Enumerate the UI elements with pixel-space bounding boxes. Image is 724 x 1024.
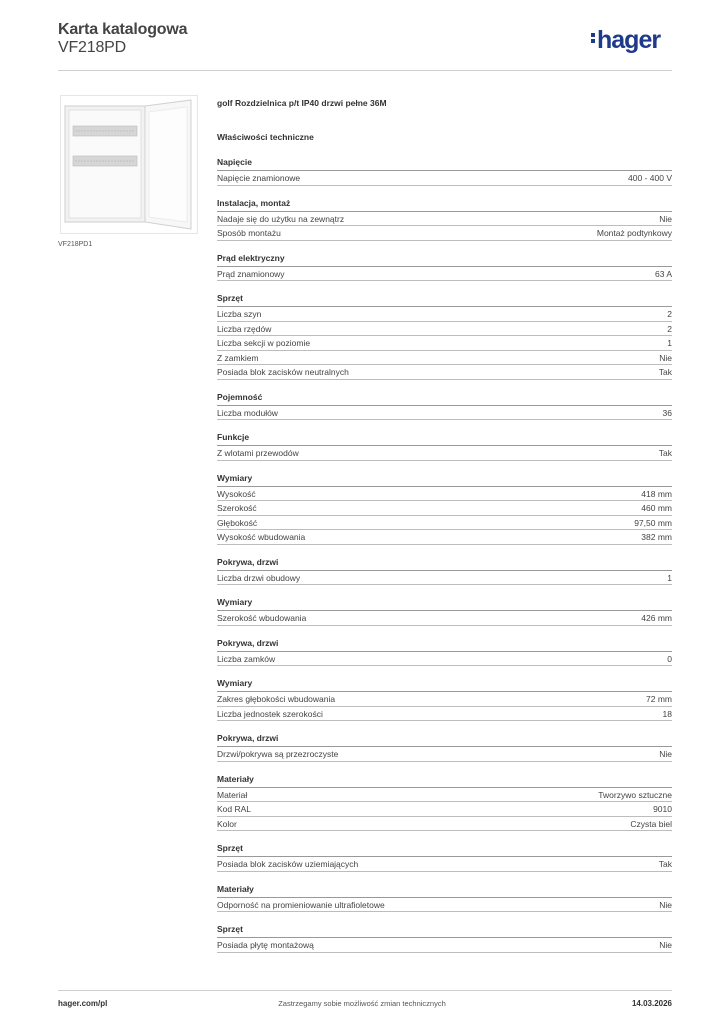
spec-group <box>217 431 672 461</box>
hager-logo[interactable] <box>591 28 660 53</box>
spec-row <box>217 571 672 586</box>
spec-group <box>217 842 672 872</box>
enclosure-photo-icon <box>61 96 197 233</box>
spec-value: Nie <box>659 749 672 759</box>
spec-row <box>217 365 672 380</box>
footer-date: 14.03.2026 <box>631 999 672 1008</box>
spec-label: Nadaje się do użytku na zewnątrz <box>217 213 345 224</box>
spec-row <box>217 226 672 241</box>
page-title: Karta katalogowa <box>58 21 188 38</box>
spec-value: 1 <box>667 572 672 583</box>
spec-label: Wysokość wbudowania <box>217 532 306 542</box>
spec-label: Z wlotami przewodów <box>217 448 299 458</box>
spec-label: Zakres głębokości wbudowania <box>217 694 336 704</box>
header-divider <box>58 70 672 71</box>
spec-row <box>217 611 672 626</box>
spec-group-title: Prąd elektryczny <box>217 252 672 267</box>
spec-group <box>217 556 672 586</box>
spec-value: Tak <box>658 859 672 869</box>
spec-row <box>217 307 672 322</box>
spec-label: Głębokość <box>217 517 258 528</box>
spec-label: Liczba sekcji w poziomie <box>217 338 311 348</box>
spec-group-title: Instalacja, montaż <box>217 197 672 212</box>
spec-group-title: Sprzęt <box>217 292 672 307</box>
spec-value: Tworzywo sztuczne <box>598 789 672 800</box>
spec-group <box>217 596 672 626</box>
spec-value: 418 mm <box>641 488 672 499</box>
spec-row <box>217 788 672 803</box>
spec-label: Szerokość <box>217 503 257 513</box>
spec-value: Tak <box>658 448 672 458</box>
spec-label: Z zamkiem <box>217 352 259 363</box>
spec-group-title: Pokrywa, drzwi <box>217 556 672 571</box>
spec-value: Nie <box>659 940 672 950</box>
spec-value: Nie <box>659 899 672 910</box>
spec-group-title: Wymiary <box>217 596 672 611</box>
spec-value: 460 mm <box>641 503 672 513</box>
spec-row <box>217 692 672 707</box>
spec-value: Nie <box>659 352 672 363</box>
spec-content <box>217 96 672 964</box>
spec-row <box>217 406 672 421</box>
spec-row <box>217 898 672 913</box>
footer-website-link[interactable]: hager.com/pl <box>58 999 108 1008</box>
spec-label: Liczba drzwi obudowy <box>217 572 301 583</box>
product-photo <box>60 95 198 234</box>
spec-group <box>217 923 672 953</box>
spec-value: 0 <box>667 653 672 664</box>
spec-row <box>217 212 672 227</box>
section-title: Właściwości techniczne <box>217 132 314 142</box>
spec-label: Posiada blok zacisków neutralnych <box>217 367 349 377</box>
spec-row <box>217 938 672 953</box>
spec-value: 2 <box>667 309 672 319</box>
spec-label: Kolor <box>217 818 237 829</box>
spec-group <box>217 883 672 913</box>
spec-label: Posiada blok zacisków uziemiających <box>217 859 359 869</box>
spec-row <box>217 322 672 337</box>
spec-label: Liczba rzędów <box>217 323 272 334</box>
spec-row <box>217 171 672 186</box>
spec-row <box>217 707 672 722</box>
spec-row <box>217 857 672 872</box>
spec-row <box>217 530 672 545</box>
spec-label: Liczba jednostek szerokości <box>217 708 323 719</box>
footer-notice: Zastrzegamy sobie możliwość zmian technicznych <box>278 999 446 1008</box>
spec-group-title: Materiały <box>217 773 672 788</box>
spec-group <box>217 391 672 421</box>
spec-label: Materiał <box>217 789 248 800</box>
spec-row <box>217 747 672 762</box>
spec-group <box>217 252 672 282</box>
product-code: VF218PD <box>58 39 126 56</box>
spec-value: 426 mm <box>641 613 672 623</box>
spec-row <box>217 516 672 531</box>
spec-group <box>217 732 672 762</box>
spec-row <box>217 652 672 667</box>
spec-group-title: Pokrywa, drzwi <box>217 637 672 652</box>
spec-value: 9010 <box>653 804 672 814</box>
spec-group <box>217 292 672 380</box>
spec-group <box>217 773 672 832</box>
spec-row <box>217 501 672 516</box>
spec-group <box>217 637 672 667</box>
spec-group <box>217 156 672 186</box>
spec-label: Kod RAL <box>217 804 252 814</box>
spec-row <box>217 267 672 282</box>
spec-label: Odporność na promieniowanie ultrafioletowe <box>217 899 385 910</box>
spec-group-title: Pojemność <box>217 391 672 406</box>
spec-value: Nie <box>659 213 672 224</box>
spec-groups <box>217 156 672 953</box>
logo-text: hager <box>597 26 661 54</box>
photo-caption: VF218PD1 <box>58 241 93 248</box>
spec-value: Montaż podtynkowy <box>596 228 672 238</box>
spec-value: 18 <box>662 708 672 719</box>
spec-group-title: Funkcje <box>217 431 672 446</box>
spec-label: Napięcie znamionowe <box>217 173 301 183</box>
spec-group-title: Sprzęt <box>217 842 672 857</box>
spec-group-title: Wymiary <box>217 472 672 487</box>
spec-label: Liczba szyn <box>217 309 262 319</box>
spec-label: Liczba zamków <box>217 653 276 664</box>
spec-label: Sposób montażu <box>217 228 281 238</box>
spec-value: Tak <box>658 367 672 377</box>
spec-value: 72 mm <box>646 694 672 704</box>
spec-value: Czysta biel <box>630 818 672 829</box>
spec-row <box>217 446 672 461</box>
spec-row <box>217 351 672 366</box>
spec-group <box>217 197 672 241</box>
spec-group-title: Sprzęt <box>217 923 672 938</box>
spec-row <box>217 487 672 502</box>
spec-group-title: Pokrywa, drzwi <box>217 732 672 747</box>
spec-value: 97,50 mm <box>634 517 672 528</box>
spec-row <box>217 802 672 817</box>
product-title: golf Rozdzielnica p/t IP40 drzwi pełne 36M <box>217 98 387 108</box>
spec-group <box>217 472 672 545</box>
spec-label: Prąd znamionowy <box>217 268 285 279</box>
spec-value: 63 A <box>654 268 672 279</box>
spec-group-title: Napięcie <box>217 156 672 171</box>
spec-group-title: Wymiary <box>217 677 672 692</box>
spec-group-title: Materiały <box>217 883 672 898</box>
spec-label: Drzwi/pokrywa są przezroczyste <box>217 749 339 759</box>
logo-dots-icon <box>591 31 595 45</box>
spec-group <box>217 677 672 721</box>
spec-label: Posiada płytę montażową <box>217 940 314 950</box>
spec-row <box>217 817 672 832</box>
spec-value: 382 mm <box>641 532 672 542</box>
footer-divider <box>58 990 672 991</box>
spec-value: 36 <box>662 407 672 418</box>
spec-row <box>217 336 672 351</box>
spec-value: 2 <box>667 323 672 334</box>
spec-value: 1 <box>667 338 672 348</box>
spec-label: Liczba modułów <box>217 407 278 418</box>
spec-value: 400 - 400 V <box>628 173 672 183</box>
spec-label: Szerokość wbudowania <box>217 613 307 623</box>
spec-label: Wysokość <box>217 488 256 499</box>
